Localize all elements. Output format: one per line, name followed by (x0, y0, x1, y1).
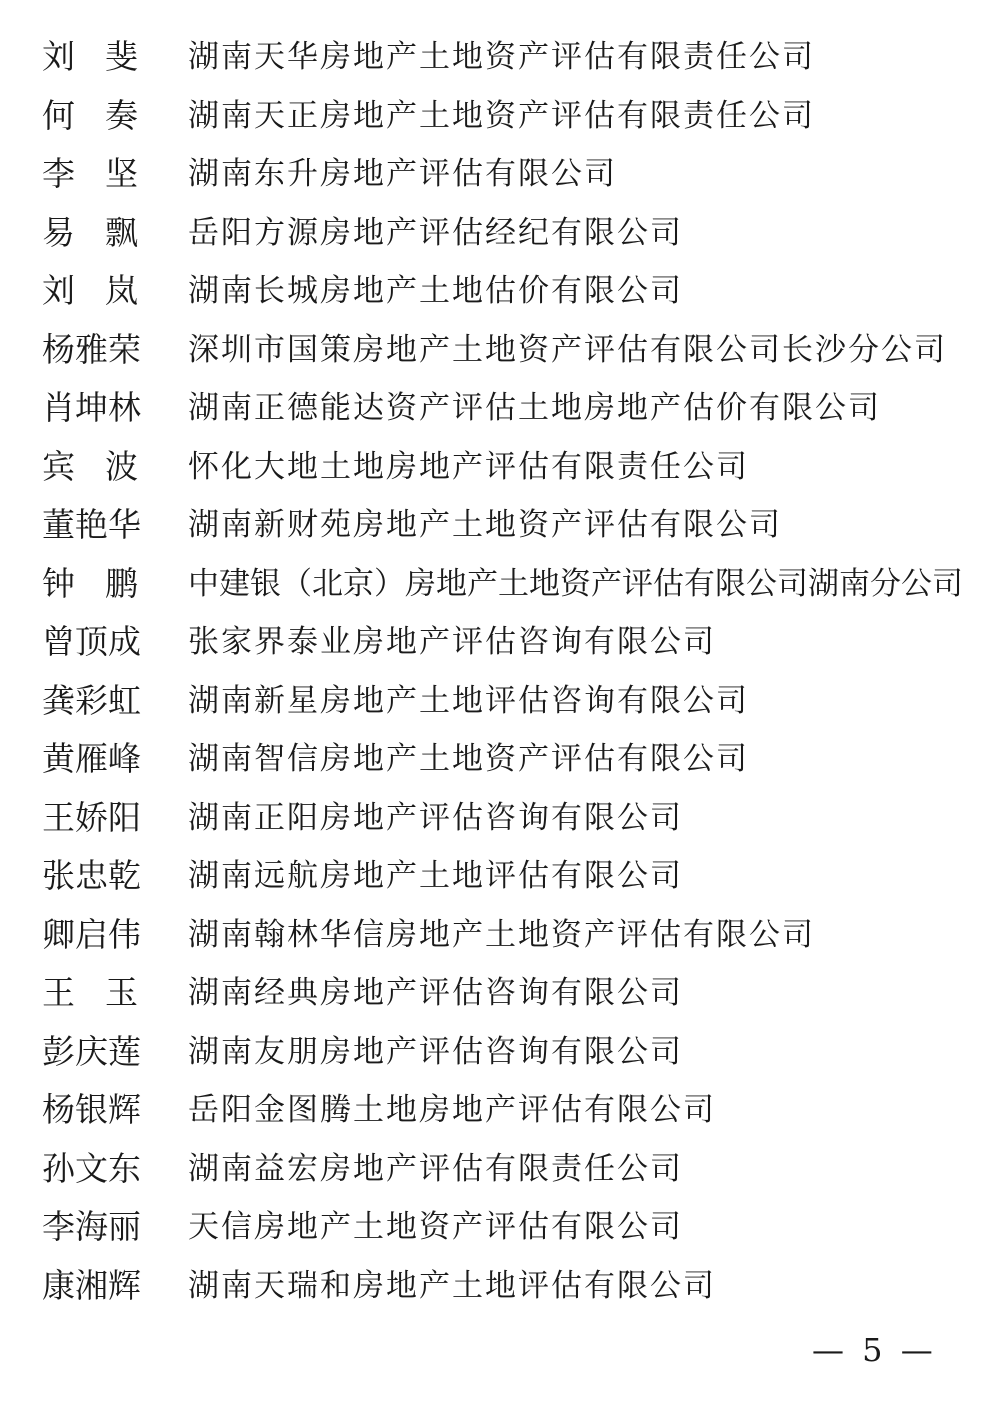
list-item (0, 847, 1000, 906)
company-name: 张家界泰业房地产评估咨询有限公司 (188, 624, 716, 660)
company-name: 湖南天华房地产土地资产评估有限责任公司 (188, 39, 815, 75)
list-item (0, 1023, 1000, 1082)
person-name: 曾顶成 (42, 622, 141, 661)
company-name: 中建银（北京）房地产土地资产评估有限公司湖南分公司 (188, 565, 963, 602)
company-name: 岳阳方源房地产评估经纪有限公司 (188, 214, 683, 251)
company-name: 岳阳金图腾土地房地产评估有限公司 (188, 1092, 716, 1128)
company-name: 湖南正阳房地产评估咨询有限公司 (188, 799, 683, 836)
list-item (0, 1257, 1000, 1316)
company-name: 湖南新星房地产土地评估咨询有限公司 (188, 682, 749, 719)
person-name: 钟鹏 (42, 563, 168, 603)
list-item (0, 321, 1000, 380)
company-name: 湖南益宏房地产评估有限责任公司 (188, 1150, 683, 1187)
company-name: 湖南天正房地产土地资产评估有限责任公司 (188, 97, 815, 134)
person-name: 肖坤林 (42, 388, 141, 427)
person-name: 黄雁峰 (42, 739, 141, 778)
list-item (0, 262, 1000, 321)
company-name: 湖南远航房地产土地评估有限公司 (188, 858, 683, 894)
person-name: 何奏 (42, 95, 168, 135)
person-name: 易飘 (42, 212, 168, 252)
list-item (0, 145, 1000, 204)
person-name: 王玉 (42, 973, 168, 1012)
person-name: 孙文东 (42, 1148, 141, 1188)
company-name: 湖南经典房地产评估咨询有限公司 (188, 975, 683, 1011)
list-item (0, 613, 1000, 672)
list-item (0, 906, 1000, 965)
person-name: 刘岚 (42, 271, 168, 310)
list-item (0, 1140, 1000, 1199)
company-name: 湖南新财苑房地产土地资产评估有限公司 (188, 507, 782, 543)
company-name: 湖南东升房地产评估有限公司 (188, 156, 617, 192)
list-item (0, 672, 1000, 731)
company-name: 怀化大地土地房地产评估有限责任公司 (188, 448, 749, 485)
company-name: 湖南智信房地产土地资产评估有限公司 (188, 741, 749, 777)
company-name: 湖南长城房地产土地估价有限公司 (188, 273, 683, 309)
person-name: 宾波 (42, 446, 168, 486)
person-name: 王娇阳 (42, 797, 141, 837)
page-number: — 5 — (812, 1331, 937, 1369)
person-name: 董艳华 (42, 505, 141, 544)
name-company-list (0, 28, 1000, 1315)
person-name: 李坚 (42, 154, 168, 193)
company-name: 天信房地产土地资产评估有限公司 (188, 1209, 683, 1245)
person-name: 龚彩虹 (42, 680, 141, 720)
list-item (0, 87, 1000, 146)
list-item (0, 379, 1000, 438)
company-name: 深圳市国策房地产土地资产评估有限公司长沙分公司 (188, 331, 947, 368)
list-item (0, 730, 1000, 789)
company-name: 湖南翰林华信房地产土地资产评估有限公司 (188, 916, 815, 953)
list-item (0, 438, 1000, 497)
list-item (0, 555, 1000, 614)
company-name: 湖南天瑞和房地产土地评估有限公司 (188, 1267, 716, 1304)
person-name: 张忠乾 (42, 856, 141, 895)
person-name: 卿启伟 (42, 914, 141, 954)
list-item (0, 1081, 1000, 1140)
person-name: 杨银辉 (42, 1090, 141, 1129)
list-item (0, 28, 1000, 87)
list-item (0, 496, 1000, 555)
person-name: 康湘辉 (42, 1265, 141, 1305)
person-name: 李海丽 (42, 1207, 141, 1246)
company-name: 湖南正德能达资产评估土地房地产估价有限公司 (188, 390, 881, 426)
person-name: 彭庆莲 (42, 1031, 141, 1071)
list-item (0, 964, 1000, 1023)
list-item (0, 1198, 1000, 1257)
person-name: 杨雅荣 (42, 329, 141, 369)
list-item (0, 789, 1000, 848)
list-item (0, 204, 1000, 263)
person-name: 刘斐 (42, 37, 168, 76)
company-name: 湖南友朋房地产评估咨询有限公司 (188, 1033, 683, 1070)
